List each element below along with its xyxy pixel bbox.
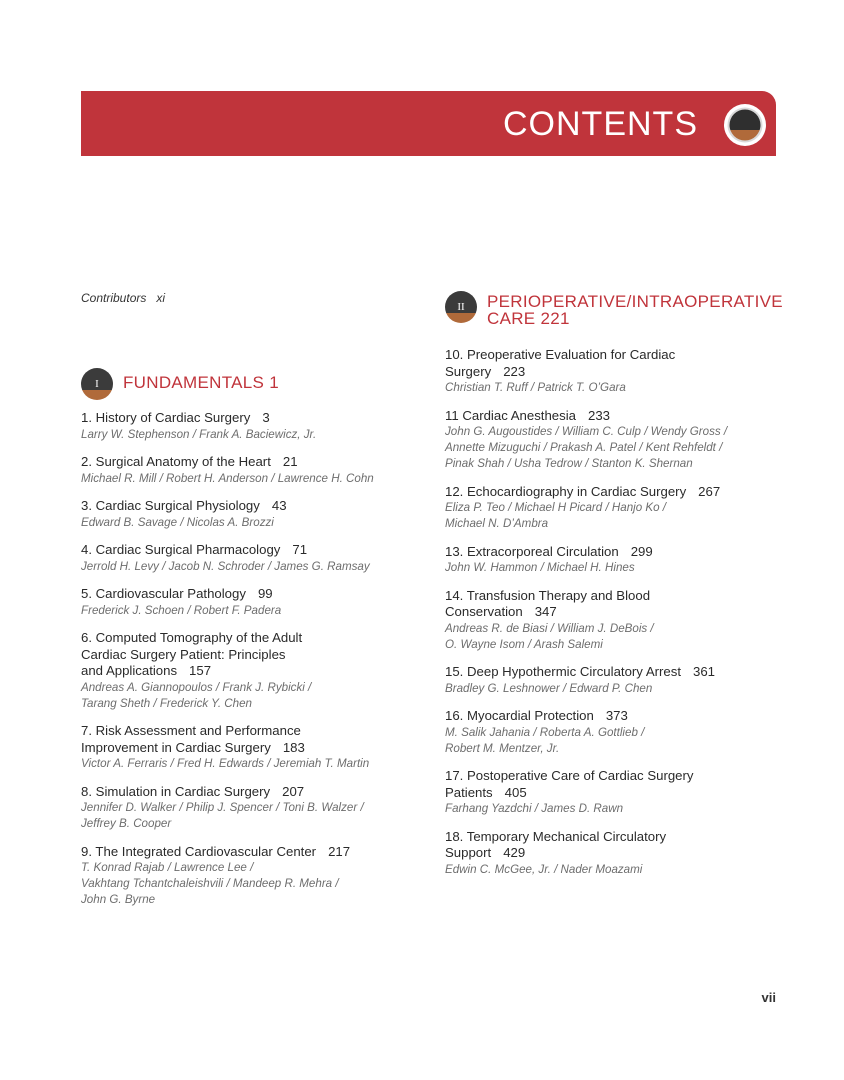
chapter-title-text: 4. Cardiac Surgical Pharmacology	[81, 542, 281, 557]
chapter-title-line	[445, 604, 790, 621]
chapter-title	[81, 586, 426, 603]
chapter-title	[81, 844, 426, 861]
chapter-title-line	[81, 542, 426, 559]
contributors-label: Contributors	[81, 291, 147, 305]
toc-entry[interactable]	[445, 768, 790, 817]
chapter-title-line	[81, 586, 426, 603]
chapter-title-line	[445, 664, 790, 681]
chapter-title-line	[81, 663, 426, 680]
chapter-title-line	[81, 723, 426, 740]
chapter-title-text: 3. Cardiac Surgical Physiology	[81, 498, 260, 513]
section-title-text: FUNDAMENTALS	[123, 373, 265, 392]
chapter-title-text: 1. History of Cardiac Surgery	[81, 410, 251, 425]
chapter-page: 405	[504, 784, 527, 800]
chapter-authors	[445, 380, 790, 396]
section-emblem-icon	[723, 103, 767, 147]
chapter-title-line	[445, 544, 790, 561]
chapter-title-text: 18. Temporary Mechanical Circulatory	[445, 828, 667, 844]
chapter-title-line	[445, 829, 790, 846]
contributors-page: xi	[156, 291, 166, 305]
chapter-title	[81, 630, 426, 680]
chapter-page: 233	[587, 407, 610, 423]
chapter-authors-line: T. Konrad Rajab / Lawrence Lee /	[81, 861, 254, 874]
chapter-title-text: 13. Extracorporeal Circulation	[445, 543, 619, 559]
chapter-authors	[81, 427, 426, 443]
chapter-authors	[445, 621, 790, 653]
chapter-authors-line: Michael N. D’Ambra	[445, 517, 549, 530]
toc-entry[interactable]	[445, 588, 790, 653]
chapter-authors-line: Jennifer D. Walker / Philip J. Spencer / Toni B. Walzer /	[81, 801, 364, 814]
toc-entry[interactable]	[445, 664, 790, 697]
chapter-title-text: 10. Preoperative Evaluation for Cardiac	[445, 347, 676, 362]
chapter-title	[445, 768, 790, 801]
contents-banner	[81, 91, 776, 156]
chapter-title-line	[81, 740, 426, 757]
chapter-title	[445, 664, 790, 681]
chapter-title-text: 11 Cardiac Anesthesia	[445, 407, 576, 423]
chapter-authors-line: Tarang Sheth / Frederick Y. Chen	[81, 696, 253, 710]
section-page: 221	[540, 309, 570, 328]
toc-entry[interactable]	[81, 454, 426, 487]
chapter-authors-line: John G. Byrne	[81, 893, 156, 906]
chapter-page: 347	[534, 604, 557, 619]
chapter-title-line	[445, 845, 790, 862]
chapter-title-text: Improvement in Cardiac Surgery	[81, 739, 271, 755]
chapter-title-text: 9. The Integrated Cardiovascular Center	[81, 843, 317, 859]
chapter-title-text: 6. Computed Tomography of the Adult	[81, 630, 303, 645]
toc-entry[interactable]	[445, 484, 790, 533]
chapter-title-line	[445, 708, 790, 725]
chapter-title-line	[445, 364, 790, 381]
chapter-title-text: 16. Myocardial Protection	[445, 708, 594, 723]
chapter-authors-line: Pinak Shah / Usha Tedrow / Stanton K. Shernan	[445, 457, 693, 470]
chapter-authors-line: Farhang Yazdchi / James D. Rawn	[445, 802, 624, 815]
chapter-title	[445, 544, 790, 561]
chapter-authors	[445, 801, 790, 817]
chapter-page: 3	[262, 410, 270, 425]
section-title-line: PERIOPERATIVE/INTRAOPERATIVE	[487, 292, 783, 311]
section-numeral: I	[95, 378, 99, 390]
section-heading-fundamentals[interactable]	[81, 368, 279, 400]
chapter-authors-line: Edwin C. McGee, Jr. / Nader Moazami	[445, 862, 643, 876]
chapter-title	[81, 542, 426, 559]
page-number: vii	[761, 990, 776, 1005]
toc-entry[interactable]	[81, 498, 426, 531]
chapter-authors	[81, 756, 426, 772]
chapter-authors-line: Eliza P. Teo / Michael H Picard / Hanjo Ko /	[445, 501, 667, 514]
chapter-authors	[81, 515, 426, 531]
chapter-authors	[445, 681, 790, 697]
chapter-title-text: and Applications	[81, 663, 178, 678]
chapter-title-line	[445, 484, 790, 501]
toc-entry[interactable]	[81, 410, 426, 443]
section-title-text: CARE	[487, 309, 536, 328]
chapter-title-line	[445, 785, 790, 802]
section-title	[487, 293, 783, 327]
chapter-title-text: 5. Cardiovascular Pathology	[81, 586, 246, 601]
chapter-page: 299	[630, 543, 653, 559]
chapter-authors	[445, 725, 790, 757]
chapter-authors	[445, 500, 790, 532]
chapter-title	[445, 484, 790, 501]
toc-entry[interactable]	[445, 544, 790, 577]
chapter-authors-line: M. Salik Jahania / Roberta A. Gottlieb /	[445, 725, 645, 739]
chapter-authors-line: Christian T. Ruff / Patrick T. O’Gara	[445, 381, 626, 394]
chapter-title	[81, 723, 426, 756]
chapter-authors	[445, 424, 790, 472]
toc-column-left	[81, 410, 426, 920]
chapter-authors-line: Larry W. Stephenson / Frank A. Baciewicz, Jr.	[81, 427, 317, 441]
chapter-authors	[81, 680, 426, 712]
chapter-authors-line: Edward B. Savage / Nicolas A. Brozzi	[81, 515, 274, 529]
chapter-authors	[445, 862, 790, 878]
chapter-title-text: Support	[445, 845, 492, 860]
chapter-title-line	[81, 784, 426, 801]
toc-column-right	[445, 347, 790, 889]
chapter-authors-line: Robert M. Mentzer, Jr.	[445, 741, 560, 755]
chapter-authors	[81, 603, 426, 619]
toc-entry[interactable]	[445, 408, 790, 473]
chapter-page: 223	[503, 363, 526, 379]
chapter-title	[445, 408, 790, 425]
chapter-title	[445, 829, 790, 862]
chapter-page: 217	[328, 843, 351, 859]
chapter-authors	[445, 560, 790, 576]
chapter-page: 21	[282, 454, 298, 469]
section-badge-icon	[445, 291, 477, 323]
section-badge-icon	[81, 368, 113, 400]
chapter-page: 429	[503, 845, 526, 860]
chapter-title-line	[81, 498, 426, 515]
chapter-authors-line: Jeffrey B. Cooper	[81, 817, 172, 830]
chapter-title-text: 17. Postoperative Care of Cardiac Surgery	[445, 768, 694, 783]
toc-entry[interactable]	[81, 844, 426, 909]
chapter-authors-line: Bradley G. Leshnower / Edward P. Chen	[445, 681, 653, 695]
contributors-entry[interactable]	[81, 291, 165, 305]
chapter-title-text: Surgery	[445, 363, 492, 379]
chapter-title-text: 15. Deep Hypothermic Circulatory Arrest	[445, 664, 681, 679]
chapter-page: 157	[189, 663, 212, 678]
chapter-title-text: 2. Surgical Anatomy of the Heart	[81, 454, 271, 469]
section-page: 1	[269, 373, 279, 392]
chapter-title-text: Conservation	[445, 604, 523, 619]
chapter-title	[81, 784, 426, 801]
toc-entry[interactable]	[81, 542, 426, 575]
section-title-line-2	[487, 310, 783, 327]
page-title: CONTENTS	[503, 105, 698, 143]
chapter-title	[445, 708, 790, 725]
chapter-authors-line: John W. Hammon / Michael H. Hines	[445, 561, 635, 574]
toc-entry[interactable]	[445, 347, 790, 396]
chapter-title	[81, 454, 426, 471]
chapter-authors-line: Victor A. Ferraris / Fred H. Edwards / Jeremiah T. Martin	[81, 757, 370, 770]
chapter-page: 373	[605, 708, 628, 723]
chapter-title-line	[81, 844, 426, 861]
chapter-authors-line: Annette Mizuguchi / Prakash A. Patel / Kent Rehfeldt /	[445, 441, 723, 454]
chapter-authors-line: O. Wayne Isom / Arash Salemi	[445, 637, 603, 651]
toc-entry[interactable]	[81, 630, 426, 712]
chapter-title	[445, 588, 790, 621]
chapter-title-line	[445, 347, 790, 364]
section-title	[123, 374, 279, 391]
chapter-page: 361	[693, 664, 716, 679]
chapter-page: 99	[257, 586, 273, 601]
chapter-page: 207	[282, 783, 305, 799]
chapter-title-text: Cardiac Surgery Patient: Principles	[81, 646, 286, 662]
section-numeral: II	[457, 301, 465, 313]
chapter-authors-line: Vakhtang Tchantchaleishvili / Mandeep R. Mehra /	[81, 877, 339, 890]
chapter-authors-line: Andreas R. de Biasi / William J. DeBois /	[445, 621, 654, 635]
chapter-page: 43	[271, 498, 287, 513]
chapter-title	[81, 410, 426, 427]
chapter-title-text: 12. Echocardiography in Cardiac Surgery	[445, 483, 687, 499]
chapter-authors-line: John G. Augoustides / William C. Culp / Wendy Gross /	[445, 425, 728, 438]
section-heading-perioperative[interactable]	[445, 291, 783, 327]
chapter-authors-line: Michael R. Mill / Robert H. Anderson / Lawrence H. Cohn	[81, 471, 374, 485]
chapter-authors-line: Andreas A. Giannopoulos / Frank J. Rybicki /	[81, 680, 312, 694]
chapter-title-line	[81, 410, 426, 427]
chapter-title-line	[81, 647, 426, 664]
chapter-title-line	[445, 588, 790, 605]
chapter-authors	[81, 559, 426, 575]
chapter-title-text: 7. Risk Assessment and Performance	[81, 723, 301, 738]
chapter-page: 183	[282, 739, 305, 755]
chapter-authors-line: Frederick J. Schoen / Robert F. Padera	[81, 603, 282, 617]
chapter-title-line	[81, 454, 426, 471]
chapter-title-line	[445, 768, 790, 785]
toc-entry[interactable]	[81, 586, 426, 619]
chapter-authors	[81, 860, 426, 908]
toc-entry[interactable]	[445, 829, 790, 878]
chapter-authors-line: Jerrold H. Levy / Jacob N. Schroder / James G. Ramsay	[81, 559, 370, 573]
chapter-title-line	[445, 408, 790, 425]
chapter-authors	[81, 471, 426, 487]
chapter-title-line	[81, 630, 426, 647]
chapter-title	[445, 347, 790, 380]
toc-entry[interactable]	[81, 723, 426, 772]
chapter-page: 267	[698, 483, 721, 499]
chapter-title-text: 14. Transfusion Therapy and Blood	[445, 587, 651, 603]
chapter-page: 71	[292, 542, 308, 557]
chapter-authors	[81, 800, 426, 832]
chapter-title-text: Patients	[445, 784, 493, 800]
chapter-title-text: 8. Simulation in Cardiac Surgery	[81, 783, 271, 799]
toc-entry[interactable]	[81, 784, 426, 833]
chapter-title	[81, 498, 426, 515]
toc-entry[interactable]	[445, 708, 790, 757]
